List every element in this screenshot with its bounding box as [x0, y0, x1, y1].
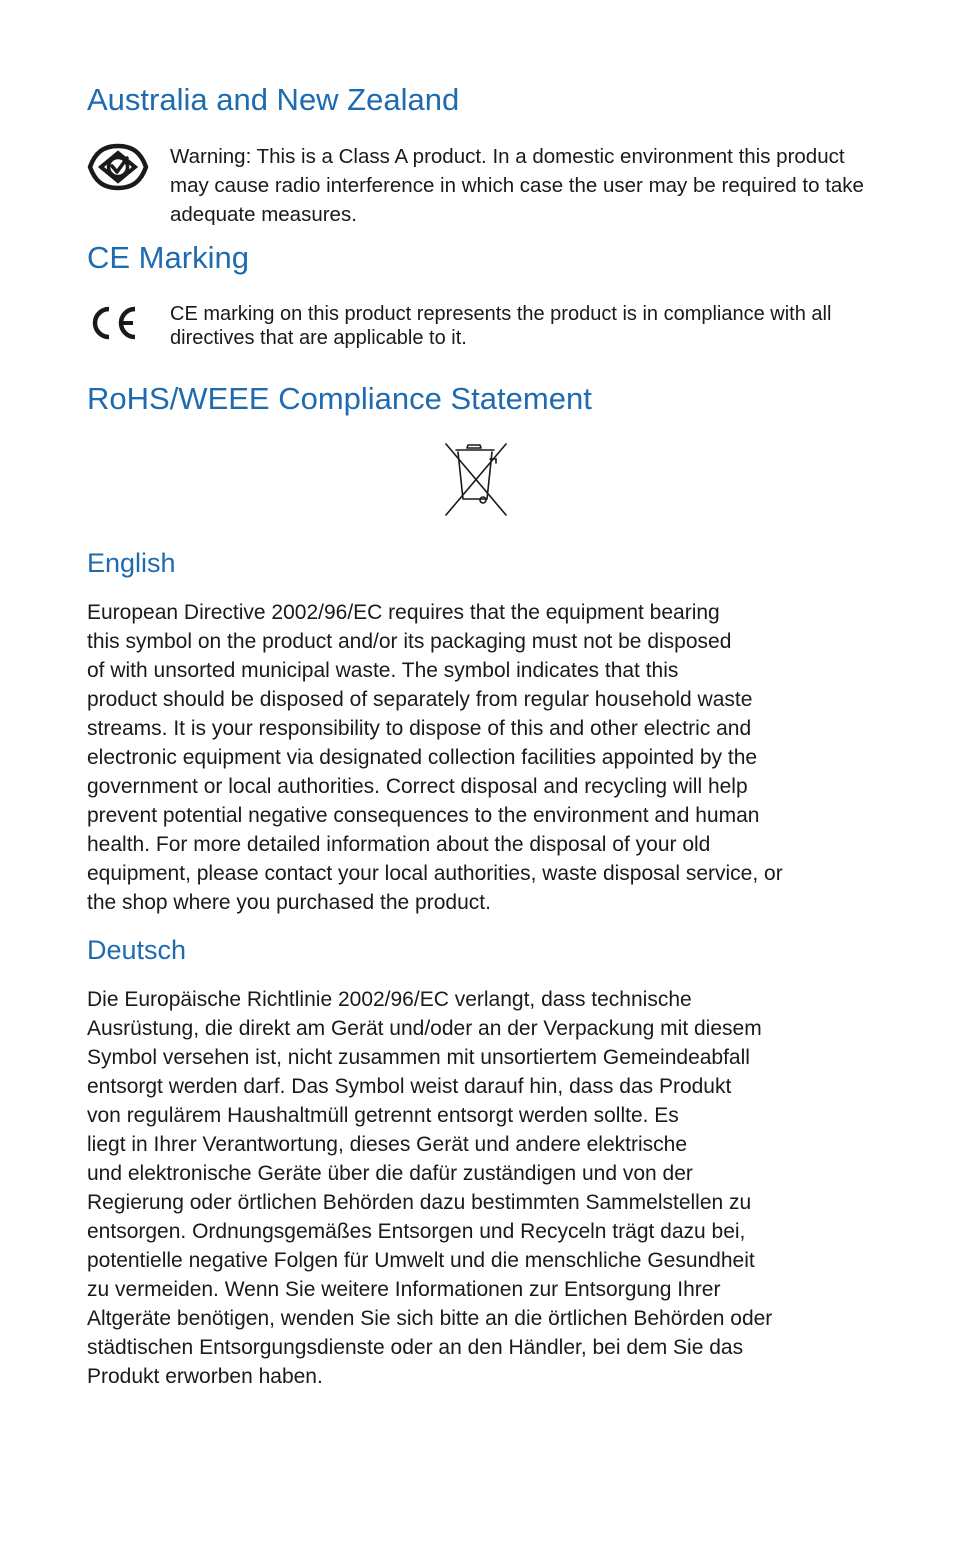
english-paragraph: [87, 598, 862, 917]
text-line: electronic equipment via designated collection facilities appointed by the: [87, 746, 758, 769]
crossed-out-wheelie-bin-icon: [444, 442, 508, 521]
text-line: und elektronische Geräte über die dafür zuständigen und von der: [87, 1162, 693, 1185]
anz-heading: Australia and New Zealand: [87, 82, 460, 117]
text-line: Die Europäische Richtlinie 2002/96/EC verlangt, dass technische: [87, 988, 692, 1011]
text-line: von regulärem Haushaltmüll getrennt entsorgt werden sollte. Es: [87, 1104, 679, 1127]
text-line: Ausrüstung, die direkt am Gerät und/oder an der Verpackung mit diesem: [87, 1017, 762, 1040]
rcm-compliance-mark-icon: [87, 143, 149, 196]
text-line: entsorgen. Ordnungsgemäßes Entsorgen und Recyceln trägt dazu bei,: [87, 1220, 746, 1243]
text-line: liegt in Ihrer Verantwortung, dieses Gerät und andere elektrische: [87, 1133, 688, 1156]
text-line: equipment, please contact your local authorities, waste disposal service, or: [87, 862, 783, 885]
rohs-weee-heading: RoHS/WEEE Compliance Statement: [87, 381, 592, 416]
text-line: prevent potential negative consequences to the environment and human: [87, 804, 760, 827]
text-line: zu vermeiden. Wenn Sie weitere Informationen zur Entsorgung Ihrer: [87, 1278, 721, 1301]
text-line: the shop where you purchased the product.: [87, 891, 491, 914]
english-heading: English: [87, 548, 176, 578]
text-line: potentielle negative Folgen für Umwelt und die menschliche Gesundheit: [87, 1249, 755, 1272]
ce-mark-icon: [87, 305, 139, 346]
text-line: Symbol versehen ist, nicht zusammen mit unsortiertem Gemeindeabfall: [87, 1046, 750, 1069]
text-line: streams. It is your responsibility to dispose of this and other electric and: [87, 717, 752, 740]
text-line: Regierung oder örtlichen Behörden dazu bestimmten Sammelstellen zu: [87, 1191, 752, 1214]
ce-marking-text: CE marking on this product represents the product is in compliance with all directives that are applicable to it.: [170, 303, 832, 349]
text-line: entsorgt werden darf. Das Symbol weist darauf hin, dass das Produkt: [87, 1075, 732, 1098]
deutsch-paragraph: [87, 985, 862, 1391]
text-line: Produkt erworben haben.: [87, 1365, 323, 1388]
ce-heading: CE Marking: [87, 240, 249, 275]
anz-warning-text: Warning: This is a Class A product. In a domestic environment this product may cause radio interference in which case the user may be required to take adequate measures.: [170, 145, 864, 226]
text-line: European Directive 2002/96/EC requires that the equipment bearing: [87, 601, 720, 624]
text-line: product should be disposed of separately from regular household waste: [87, 688, 753, 711]
text-line: this symbol on the product and/or its packaging must not be disposed: [87, 630, 732, 653]
text-line: health. For more detailed information about the disposal of your old: [87, 833, 711, 856]
text-line: Altgeräte benötigen, wenden Sie sich bitte an die örtlichen Behörden oder: [87, 1307, 773, 1330]
text-line: government or local authorities. Correct disposal and recycling will help: [87, 775, 748, 798]
text-line: städtischen Entsorgungsdienste oder an den Händler, bei dem Sie das: [87, 1336, 744, 1359]
deutsch-heading: Deutsch: [87, 935, 187, 965]
text-line: of with unsorted municipal waste. The symbol indicates that this: [87, 659, 679, 682]
